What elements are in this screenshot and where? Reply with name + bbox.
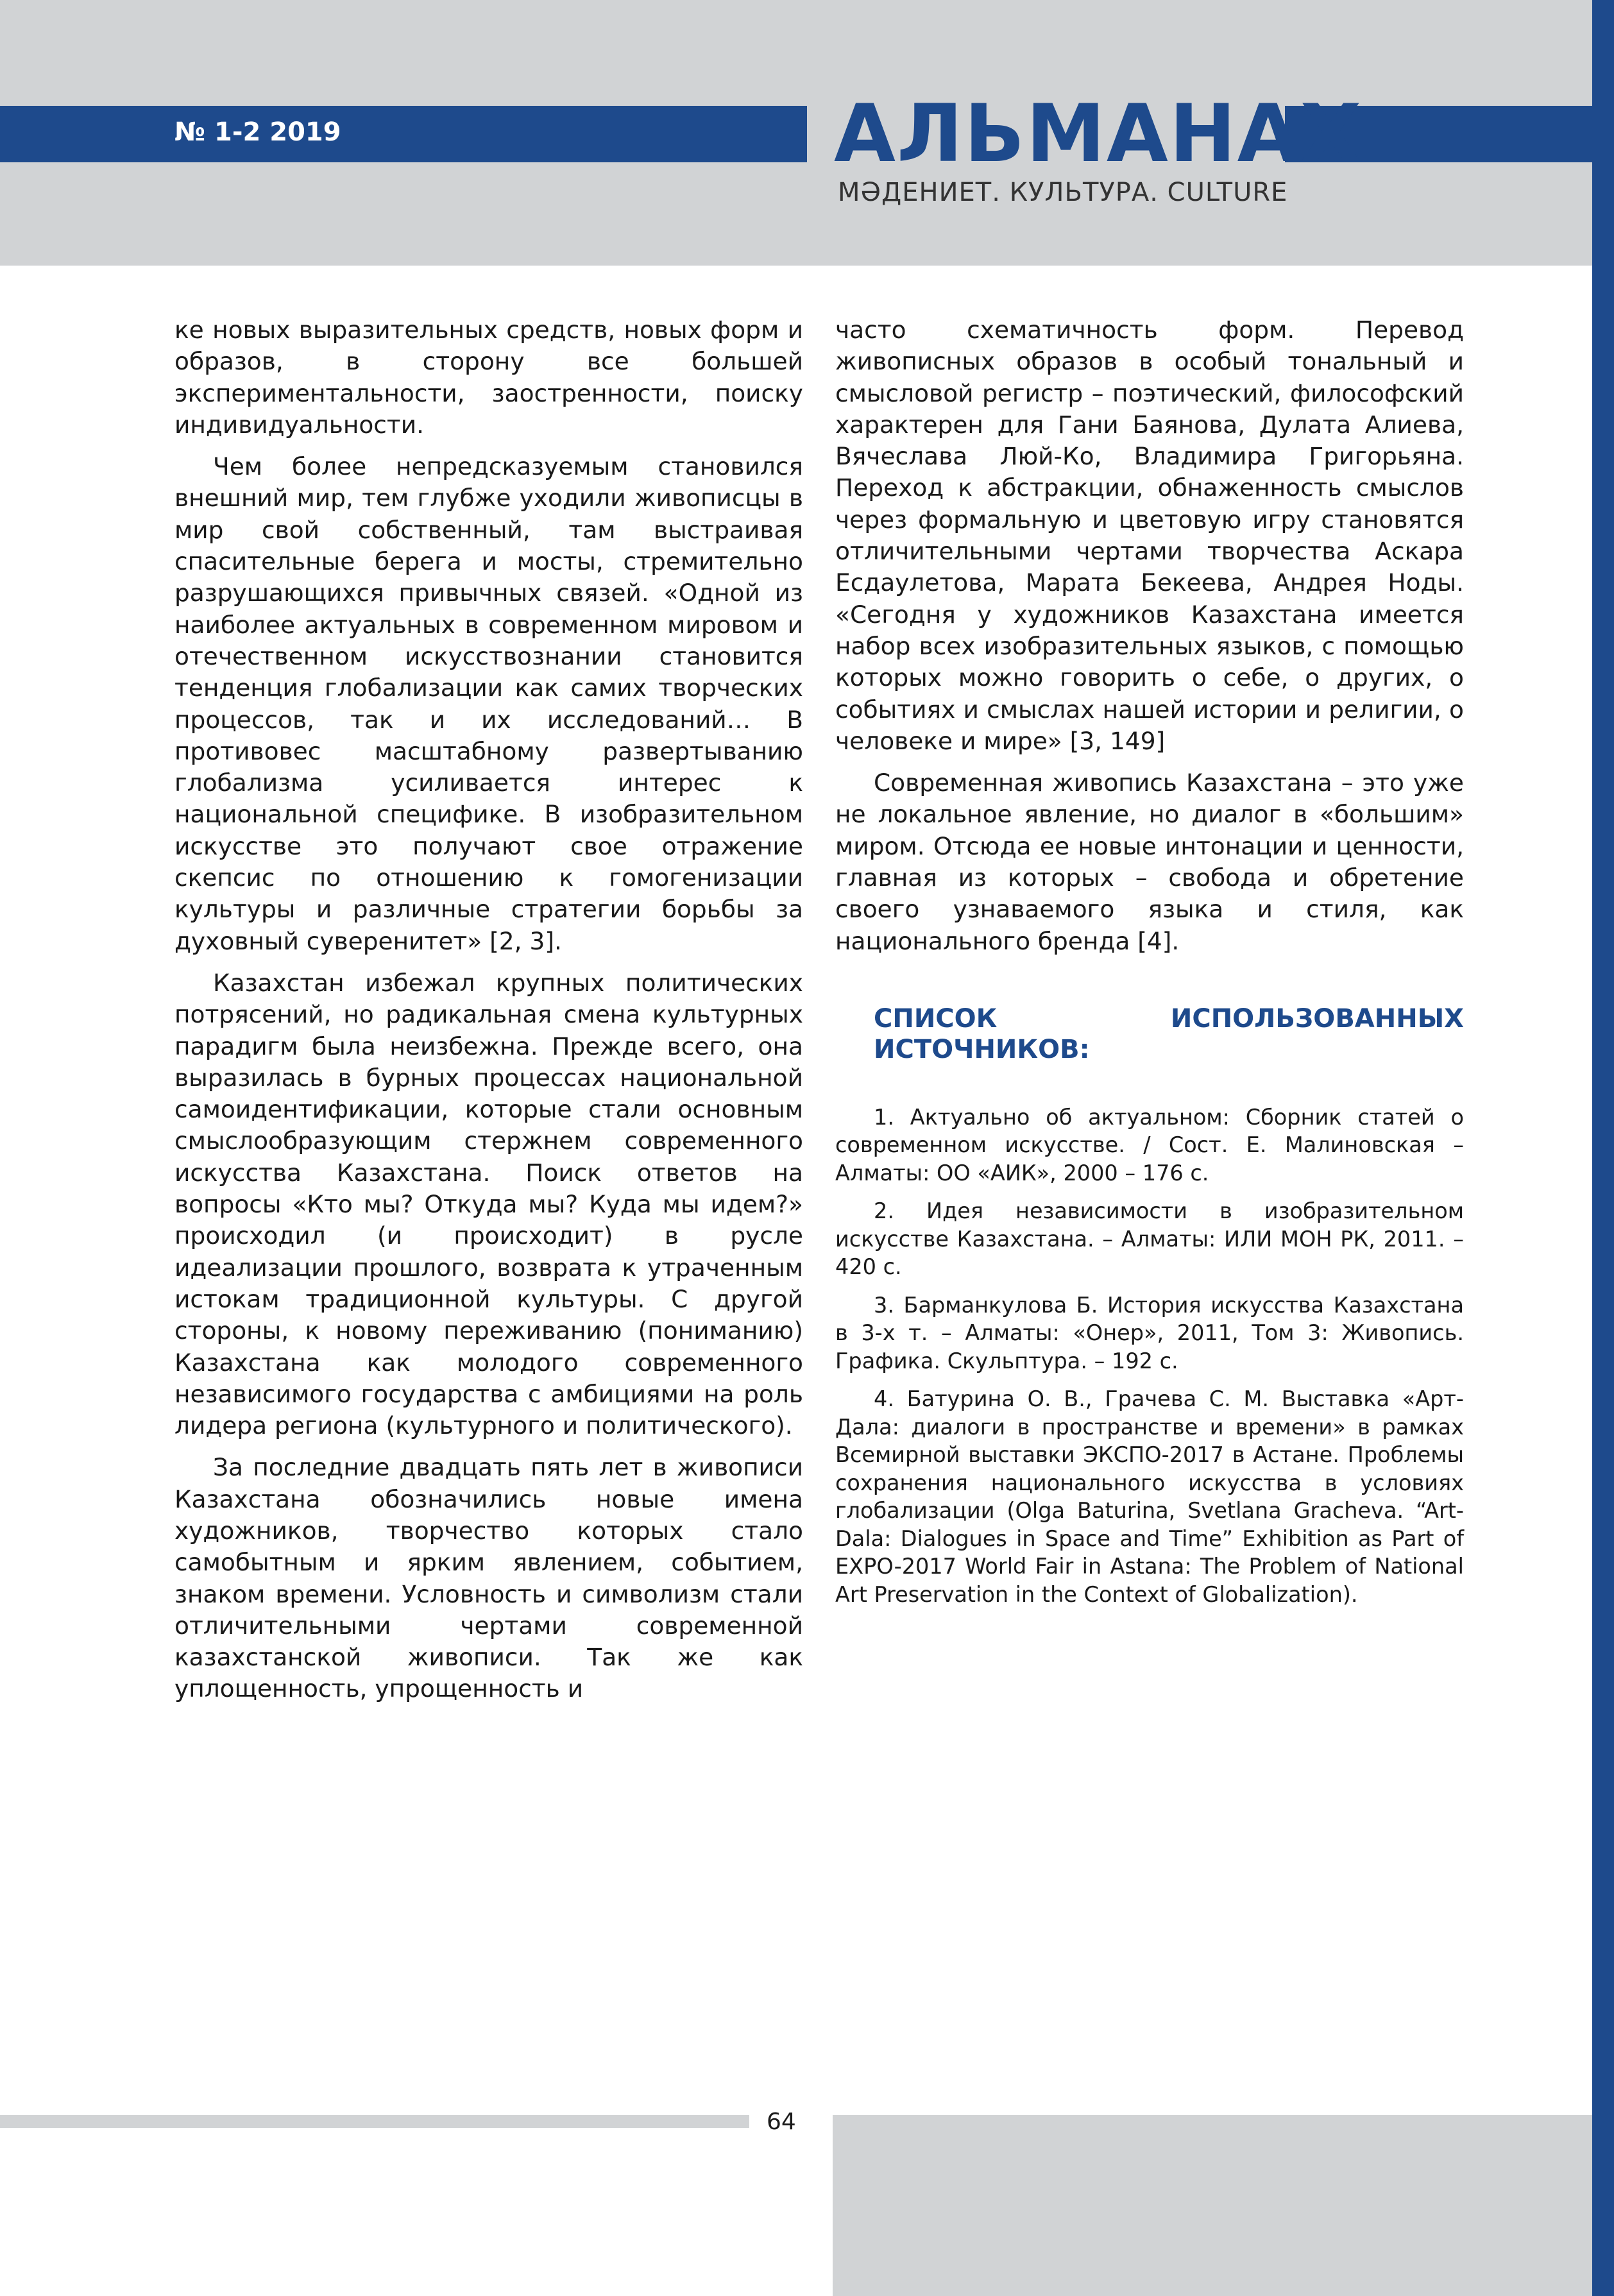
journal-title: АЛЬМАНАХ	[834, 88, 1363, 180]
reference-item: 4. Батурина О. В., Грачева С. М. Выставка «Арт-Дала: диалоги в пространстве и времени» в рамках Всемирной выставки ЭКСПО-2017 в Астане. Проблемы сохранения национального искусства в условиях глобализации (Olga Baturina, Svetlana Gracheva. “Art-Dala: Dialogues in Space and Time” Exhibition as Part of EXPO-2017 World Fair in Astana: The Problem of National Art Preservation in the Context of Globalization).	[835, 1386, 1464, 1607]
issue-number: № 1-2 2019	[174, 117, 341, 147]
journal-subtitle: МӘДЕНИЕТ. КУЛЬТУРА. CULTURE	[838, 178, 1288, 207]
paragraph: часто схематичность форм. Перевод живописных образов в особый тональный и смысловой регистр – поэтический, философский характерен для Гани Баянова, Дулата Алиева, Вячеслава Люй-Ко, Владимира Григорьяна. Переход к абстракции, обнаженность смыслов через формальную и цветовую игру становятся отличительными чертами творчества Аскара Есдаулетова, Марата Бекеева, Андрея Ноды. «Сегодня у художников Казахстана имеется набор всех изобразительных языков, с помощью которых можно говорить о себе, о других, о событиях и смыслах нашей истории и религии, о человеке и мире» [3, 149]	[835, 316, 1464, 755]
footer-block-right	[833, 2115, 1592, 2296]
right-column	[835, 314, 1464, 1619]
references-heading: СПИСОК ИСПОЛЬЗОВАННЫХ ИСТОЧНИКОВ:	[874, 1003, 1464, 1064]
paragraph: Чем более непредсказуемым становился внешний мир, тем глубже уходили живописцы в мир свой собственный, там выстраивая спасительные берега и мосты, стремительно разрушающихся привычных связей. «Одной из наиболее актуальных в современном мировом и отечественном искусствознании становится тенденция глобализации как самих творческих процессов, так и их исследований… В противовес масштабному развертыванию глобализма усиливается интерес к национальной специфике. В изобразительном искусстве это получают свое отражение скепсис по отношению к гомогенизации культуры и различные стратегии борьбы за духовный суверенитет» [2, 3].	[174, 452, 803, 955]
reference-item: 1. Актуально об актуальном: Сборник статей о современном искусстве. / Сост. Е. Малиновская – Алматы: ОО «АИК», 2000 – 176 с.	[835, 1104, 1464, 1186]
header-bar-left	[0, 106, 807, 162]
left-column	[174, 314, 803, 1715]
reference-item: 3. Барманкулова Б. История искусства Казахстана в 3-х т. – Алматы: «Онер», 2011, Том 3: Живопись. Графика. Скульптура. – 192 с.	[835, 1292, 1464, 1373]
paragraph: Казахстан избежал крупных политических потрясений, но радикальная смена культурных парадигм была неизбежна. Прежде всего, она выразилась в бурных процессах национальной самоидентификации, которые стали основным смыслообразующим стержнем современного искусства Казахстана. Поиск ответов на вопросы «Кто мы? Откуда мы? Куда мы идем?» происходил (и происходит) в русле идеализации прошлого, возврата к утраченным истокам традиционной культуры. С другой стороны, к новому переживанию (пониманию) Казахстана как молодого современного независимого государства с амбициями на роль лидера региона (культурного и политического).	[174, 968, 803, 1440]
paragraph: За последние двадцать пять лет в живописи Казахстана обозначились новые имена художников, творчество которых стало самобытным и ярким явлением, событием, знаком времени. Условность и символизм стали отличительными чертами современной казахстанской живописи. Так же как уплощенность, упрощенность и	[174, 1453, 803, 1703]
reference-item: 2. Идея независимости в изобразительном искусстве Казахстана. – Алматы: ИЛИ МОН РК, 2011. – 420 с.	[835, 1198, 1464, 1280]
footer-bar-left	[0, 2115, 749, 2128]
paragraph: Современная живопись Казахстана – это уже не локальное явление, но диалог в «большим» миром. Отсюда ее новые интонации и ценности, главная из которых – свобода и обретение своего узнаваемого языка и стиля, как национального бренда [4].	[835, 769, 1464, 955]
page-number: 64	[767, 2109, 796, 2135]
paragraph: ке новых выразительных средств, новых форм и образов, в сторону все большей экспериментальности, заостренности, поиску индивидуальности.	[174, 316, 803, 439]
right-edge-stripe	[1592, 0, 1614, 2296]
